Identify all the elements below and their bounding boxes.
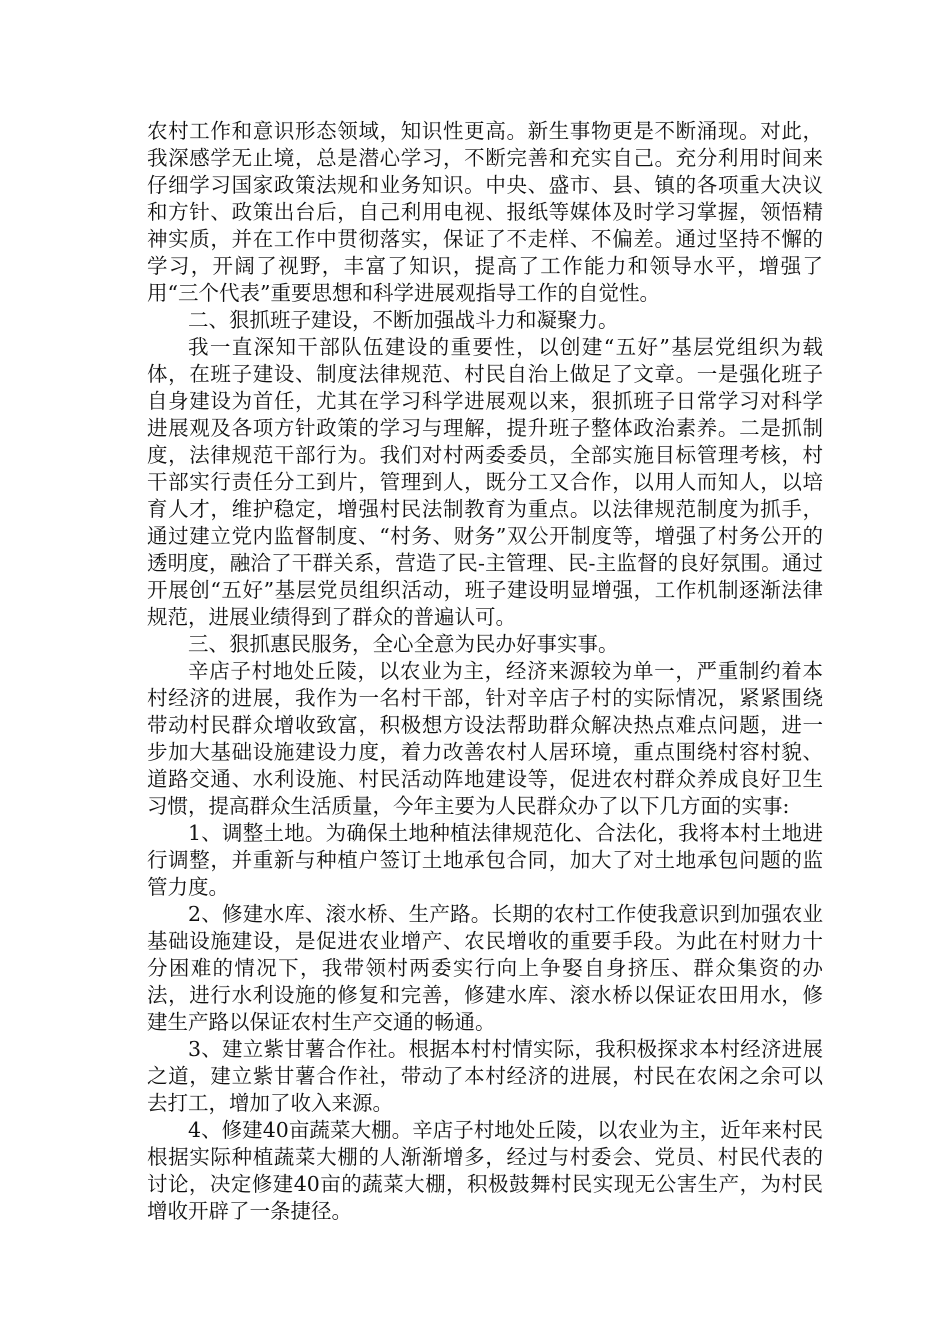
list-item-sweet-potato-coop: 3、建立紫甘薯合作社。根据本村村情实际，我积极探求本村经济进展之道，建立紫甘薯合作社，带动了本村经济的进展，村民在农闲之余可以去打工，增加了收入来源。 — [147, 1037, 823, 1115]
section-heading-team-building: 二、狠抓班子建设，不断加强战斗力和凝聚力。 — [188, 308, 619, 332]
list-item-vegetable-greenhouse: 4、修建40亩蔬菜大棚。辛店子村地处丘陵，以农业为主，近年来村民根据实际种植蔬菜大棚的人渐渐增多，经过与村委会、党员、村民代表的讨论，决定修建40亩的蔬菜大棚，积极鼓舞村民实现无公害生产，为村民增收开辟了一条捷径。 — [147, 1118, 823, 1223]
paragraph-public-service: 辛店子村地处丘陵，以农业为主，经济来源较为单一，严重制约着本村经济的进展，我作为一名村干部，针对辛店子村的实际情况，紧紧围绕带动村民群众增收致富，积极想方设法帮助群众解决热点难点问题，进一步加大基础设施建设力度，着力改善农村人居环境，重点围绕村容村貌、道路交通、水利设施、村民活动阵地建设等，促进农村群众养成良好卫生习惯，提高群众生活质量，今年主要为人民群众办了以下几方面的实事: — [147, 659, 823, 818]
list-item-reservoir-bridge-road: 2、修建水库、滚水桥、生产路。长期的农村工作使我意识到加强农业基础设施建设，是促进农业增产、农民增收的重要手段。为此在村财力十分困难的情况下，我带领村两委实行向上争娶自身挤压、群众集资的办法，进行水利设施的修复和完善，修建水库、滚水桥以保证农田用水，修建生产路以保证农村生产交通的畅通。 — [147, 902, 823, 1034]
paragraph-study-continuation: 农村工作和意识形态领域，知识性更高。新生事物更是不断涌现。对此，我深感学无止境，总是潜心学习，不断完善和充实自己。充分利用时间来仔细学习国家政策法规和业务知识。中央、盛市、县、镇的各项重大决议和方针、政策出台后，自己利用电视、报纸等媒体及时学习掌握，领悟精神实质，并在工作中贯彻落实，保证了不走样、不偏差。通过坚持不懈的学习，开阔了视野，丰富了知识，提高了工作能力和领导水平，增强了用“三个代表”重要思想和科学进展观指导工作的自觉性。 — [147, 119, 823, 305]
list-item-land-adjustment: 1、调整土地。为确保土地种植法律规范化、合法化，我将本村土地进行调整，并重新与种植户签订土地承包合同，加大了对土地承包问题的监管力度。 — [147, 821, 823, 899]
paragraph-team-building: 我一直深知干部队伍建设的重要性，以创建“五好”基层党组织为载体，在班子建设、制度法律规范、村民自治上做足了文章。一是强化班子自身建设为首任，尤其在学习科学进展观以来，狠抓班子日常学习对科学进展观及各项方针政策的学习与理解，提升班子整体政治素养。二是抓制度，法律规范干部行为。我们对村两委委员，全部实施目标管理考核，村干部实行责任分工到片，管理到人，既分工又合作，以用人而知人，以培育人才，维护稳定，增强村民法制教育为重点。以法律规范制度为抓手，通过建立党内监督制度、“村务、财务”双公开制度等，增强了村务公开的透明度，融洽了干群关系，营造了民-主管理、民-主监督的良好氛围。通过开展创“五好”基层党员组织活动，班子建设明显增强，工作机制逐渐法律规范，进展业绩得到了群众的普遍认可。 — [147, 335, 823, 629]
section-heading-public-service: 三、狠抓惠民服务，全心全意为民办好事实事。 — [188, 632, 619, 656]
document-page — [147, 118, 823, 1225]
